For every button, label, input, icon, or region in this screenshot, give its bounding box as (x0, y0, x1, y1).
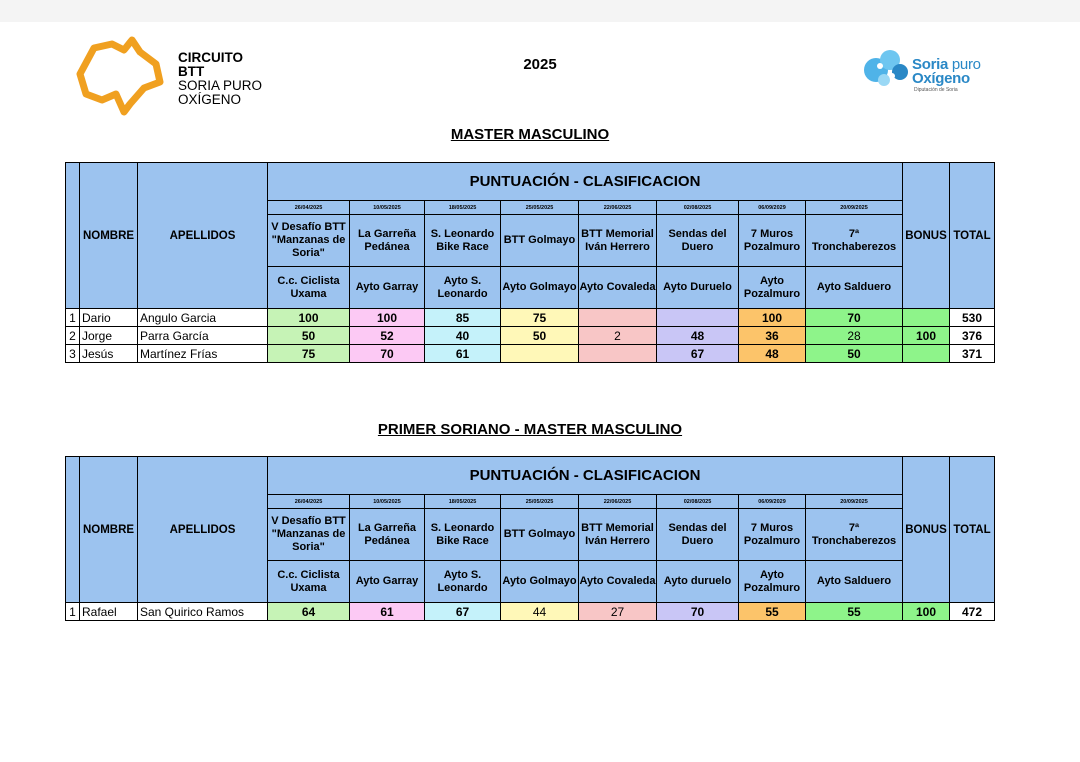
score-cell: 2 (579, 327, 657, 345)
year-title: 2025 (523, 56, 557, 73)
event-organizer: Ayto Salduero (806, 267, 903, 309)
row-nombre: Rafael (80, 603, 138, 621)
score-cell (579, 345, 657, 363)
event-name: BTT Golmayo (501, 509, 579, 561)
circuit-line-4: OXÍGENO (178, 92, 242, 107)
header-blank (66, 457, 80, 603)
event-organizer: Ayto duruelo (657, 561, 739, 603)
event-name: 7ª Tronchaberezos (806, 509, 903, 561)
score-cell: 75 (501, 309, 579, 327)
event-organizer: Ayto Duruelo (657, 267, 739, 309)
event-organizer: Ayto S. Leonardo (425, 267, 501, 309)
row-position: 1 (66, 603, 80, 621)
event-organizer: Ayto Covaleda (579, 561, 657, 603)
total-cell: 371 (950, 345, 995, 363)
score-cell: 50 (806, 345, 903, 363)
header-total: TOTAL (950, 457, 995, 603)
score-cell: 52 (350, 327, 425, 345)
total-cell: 530 (950, 309, 995, 327)
event-name: S. Leonardo Bike Race (425, 509, 501, 561)
score-cell: 67 (657, 345, 739, 363)
score-cell (501, 345, 579, 363)
score-cell: 100 (739, 309, 806, 327)
event-name: BTT Memorial Iván Herrero (579, 215, 657, 267)
score-cell: 55 (806, 603, 903, 621)
score-cell: 70 (350, 345, 425, 363)
row-nombre: Dario (80, 309, 138, 327)
event-date: 25/05/2025 (501, 201, 579, 215)
event-name: V Desafío BTT "Manzanas de Soria" (268, 509, 350, 561)
table-row (66, 345, 995, 363)
event-name: BTT Golmayo (501, 215, 579, 267)
score-cell: 70 (657, 603, 739, 621)
score-cell: 50 (268, 327, 350, 345)
event-date: 26/04/2025 (268, 201, 350, 215)
score-cell: 50 (501, 327, 579, 345)
row-nombre: Jorge (80, 327, 138, 345)
wolf-logo-icon (72, 34, 172, 116)
row-position: 2 (66, 327, 80, 345)
score-cell: 28 (806, 327, 903, 345)
row-position: 3 (66, 345, 80, 363)
header-nombre: NOMBRE (80, 457, 138, 603)
event-name: BTT Memorial Iván Herrero (579, 509, 657, 561)
event-date: 20/09/2025 (806, 495, 903, 509)
section-title-master: MASTER MASCULINO (450, 126, 610, 143)
score-cell (579, 309, 657, 327)
header-bonus: BONUS (903, 457, 950, 603)
header-apellidos: APELLIDOS (138, 457, 268, 603)
event-name: V Desafío BTT "Manzanas de Soria" (268, 215, 350, 267)
event-name: 7ª Tronchaberezos (806, 215, 903, 267)
score-cell: 27 (579, 603, 657, 621)
event-organizer: Ayto Garray (350, 561, 425, 603)
table-row (66, 309, 995, 327)
logo-subtitle: Diputación de Soria (914, 87, 958, 93)
logo-word-soria: Soria (912, 56, 949, 73)
soria-logo (862, 46, 992, 98)
bonus-cell: 100 (903, 327, 950, 345)
event-date: 20/09/2025 (806, 201, 903, 215)
event-date: 06/09/2029 (739, 201, 806, 215)
score-cell: 55 (739, 603, 806, 621)
event-name: 7 Muros Pozalmuro (739, 215, 806, 267)
event-date: 25/05/2025 (501, 495, 579, 509)
event-name: S. Leonardo Bike Race (425, 215, 501, 267)
header-puntuacion: PUNTUACIÓN - CLASIFICACION (268, 163, 903, 201)
header-puntuacion: PUNTUACIÓN - CLASIFICACION (268, 457, 903, 495)
circuit-line-3: SORIA PURO (178, 78, 263, 93)
header-bonus: BONUS (903, 163, 950, 309)
circuit-line-1: CIRCUITO (178, 50, 244, 65)
event-date: 18/05/2025 (425, 495, 501, 509)
row-position: 1 (66, 309, 80, 327)
event-organizer: Ayto S. Leonardo (425, 561, 501, 603)
drops-icon (862, 46, 912, 88)
score-cell: 40 (425, 327, 501, 345)
event-date: 10/05/2025 (350, 201, 425, 215)
event-organizer: Ayto Salduero (806, 561, 903, 603)
score-cell: 61 (425, 345, 501, 363)
logo-word-puro: puro (951, 56, 981, 73)
score-cell: 36 (739, 327, 806, 345)
event-date: 22/06/2025 (579, 201, 657, 215)
event-organizer: Ayto Pozalmuro (739, 267, 806, 309)
score-cell: 61 (350, 603, 425, 621)
bonus-cell: 100 (903, 603, 950, 621)
header-apellidos: APELLIDOS (138, 163, 268, 309)
score-cell: 100 (350, 309, 425, 327)
score-cell: 67 (425, 603, 501, 621)
score-cell: 48 (739, 345, 806, 363)
row-apellidos: San Quirico Ramos (138, 603, 268, 621)
bonus-cell (903, 345, 950, 363)
event-organizer: Ayto Golmayo (501, 561, 579, 603)
score-cell: 48 (657, 327, 739, 345)
event-date: 10/05/2025 (350, 495, 425, 509)
event-date: 02/08/2025 (657, 201, 739, 215)
total-cell: 376 (950, 327, 995, 345)
event-organizer: C.c. Ciclista Uxama (268, 267, 350, 309)
total-cell: 472 (950, 603, 995, 621)
event-organizer: Ayto Golmayo (501, 267, 579, 309)
event-name: La Garreña Pedánea (350, 509, 425, 561)
event-name: Sendas del Duero (657, 509, 739, 561)
event-organizer: C.c. Ciclista Uxama (268, 561, 350, 603)
event-organizer: Ayto Covaleda (579, 267, 657, 309)
header-total: TOTAL (950, 163, 995, 309)
table-row (66, 603, 995, 621)
score-cell (657, 309, 739, 327)
event-name: 7 Muros Pozalmuro (739, 509, 806, 561)
score-cell: 70 (806, 309, 903, 327)
ranking-table-primer-soriano (65, 456, 995, 621)
event-date: 06/09/2029 (739, 495, 806, 509)
event-date: 18/05/2025 (425, 201, 501, 215)
score-cell: 64 (268, 603, 350, 621)
top-band (0, 0, 1080, 22)
ranking-table-master (65, 162, 995, 363)
table-row (66, 327, 995, 345)
logo-word-oxigeno: Oxígeno (912, 70, 970, 87)
event-date: 26/04/2025 (268, 495, 350, 509)
event-organizer: Ayto Garray (350, 267, 425, 309)
row-nombre: Jesús (80, 345, 138, 363)
score-cell: 44 (501, 603, 579, 621)
circuit-line-2: BTT (178, 64, 205, 79)
event-date: 22/06/2025 (579, 495, 657, 509)
event-name: La Garreña Pedánea (350, 215, 425, 267)
section-title-primer-soriano: PRIMER SORIANO - MASTER MASCULINO (377, 421, 683, 438)
header-nombre: NOMBRE (80, 163, 138, 309)
row-apellidos: Parra García (138, 327, 268, 345)
row-apellidos: Martínez Frías (138, 345, 268, 363)
bonus-cell (903, 309, 950, 327)
event-name: Sendas del Duero (657, 215, 739, 267)
event-date: 02/08/2025 (657, 495, 739, 509)
score-cell: 85 (425, 309, 501, 327)
event-organizer: Ayto Pozalmuro (739, 561, 806, 603)
score-cell: 100 (268, 309, 350, 327)
score-cell: 75 (268, 345, 350, 363)
header-blank (66, 163, 80, 309)
row-apellidos: Angulo Garcia (138, 309, 268, 327)
